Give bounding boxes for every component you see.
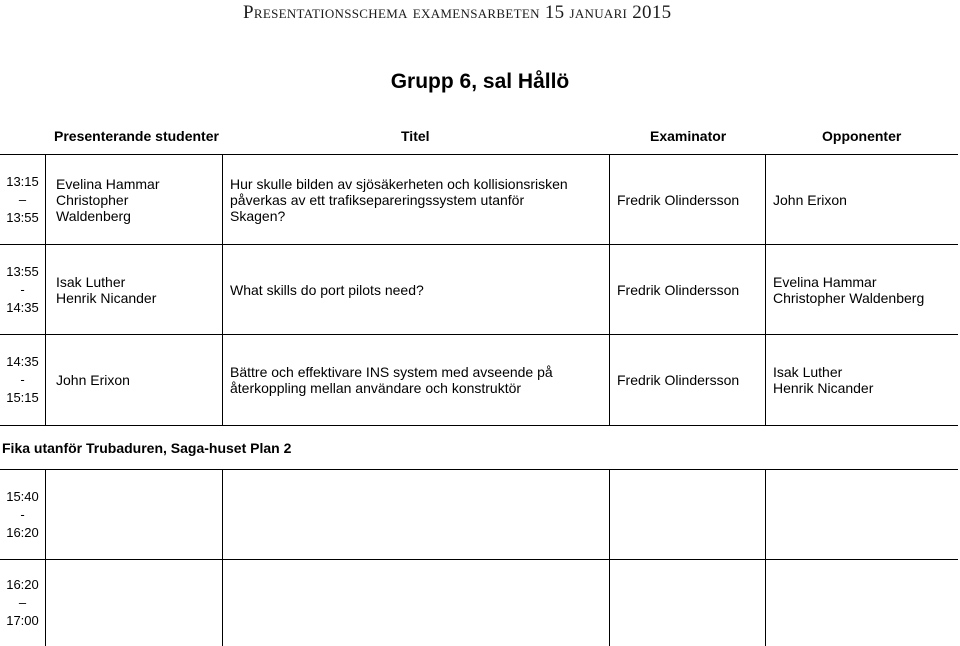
student-name: John Erixon [56, 372, 130, 388]
students-cell [56, 155, 216, 244]
end-time: 16:20 [6, 524, 39, 540]
opponent-name: Henrik Nicander [773, 380, 874, 396]
time-separator: - [20, 506, 25, 522]
opponent-name: Christopher Waldenberg [773, 289, 925, 306]
title-line: What skills do port pilots need? [230, 281, 424, 298]
title-line: påverkas av ett trafiksepareringssystem utanför [230, 191, 525, 208]
title-cell [230, 245, 605, 334]
opponent-name: John Erixon [773, 191, 847, 208]
schedule-table [0, 154, 958, 426]
title-line: återkoppling mellan användare och konstruktör [230, 380, 522, 396]
time-separator: – [18, 595, 27, 610]
end-time: 13:55 [6, 209, 39, 225]
time-separator: - [20, 281, 25, 297]
start-time: 16:20 [6, 577, 39, 592]
student-name: Christopher [56, 191, 129, 208]
student-name: Henrik Nicander [56, 289, 157, 306]
examiner-name: Fredrik Olindersson [617, 372, 740, 388]
end-time: 15:15 [6, 390, 39, 405]
session-time [0, 245, 45, 334]
break-note: Fika utanför Trubaduren, Saga-huset Plan 2 [2, 440, 292, 456]
title-cell [230, 155, 605, 244]
examiner-name: Fredrik Olindersson [617, 191, 740, 208]
end-time: 14:35 [6, 299, 39, 315]
students-cell [56, 245, 216, 334]
opponents-cell [773, 155, 958, 244]
start-time: 15:40 [6, 488, 39, 504]
start-time: 13:55 [6, 263, 39, 279]
start-time: 13:15 [6, 173, 39, 189]
session-time [0, 470, 45, 559]
examiner-name: Fredrik Olindersson [617, 281, 740, 298]
start-time: 14:35 [6, 354, 39, 369]
student-name: Evelina Hammar [56, 175, 160, 192]
student-name: Waldenberg [56, 207, 131, 224]
title-line: Hur skulle bilden av sjösäkerheten och kollisionsrisken [230, 175, 568, 192]
session-time [0, 155, 45, 244]
opponents-cell [773, 335, 958, 425]
examiner-cell [617, 245, 762, 334]
session-time [0, 560, 45, 646]
student-name: Isak Luther [56, 273, 126, 290]
column-header-examiner: Examinator [650, 128, 727, 144]
time-separator: - [20, 372, 25, 387]
column-header-opponents: Opponenter [822, 128, 902, 144]
session-time [0, 335, 45, 425]
late-schedule-table [0, 469, 958, 646]
column-header-students: Presenterande studenter [54, 128, 219, 144]
title-line: Bättre och effektivare INS system med avseende på [230, 364, 553, 380]
group-title: Grupp 6, sal Hållö [390, 70, 570, 93]
opponents-cell [773, 245, 958, 334]
examiner-cell [617, 155, 762, 244]
opponent-name: Isak Luther [773, 364, 843, 380]
title-line: Skagen? [230, 207, 286, 224]
column-header-title: Titel [401, 128, 430, 144]
document-header: Presentationsschema examensarbeten 15 januari 2015 [243, 2, 672, 23]
opponent-name: Evelina Hammar [773, 273, 877, 290]
examiner-cell [617, 335, 762, 425]
title-cell [230, 335, 605, 425]
end-time: 17:00 [6, 613, 39, 628]
students-cell [56, 335, 216, 425]
time-separator: – [18, 191, 27, 207]
